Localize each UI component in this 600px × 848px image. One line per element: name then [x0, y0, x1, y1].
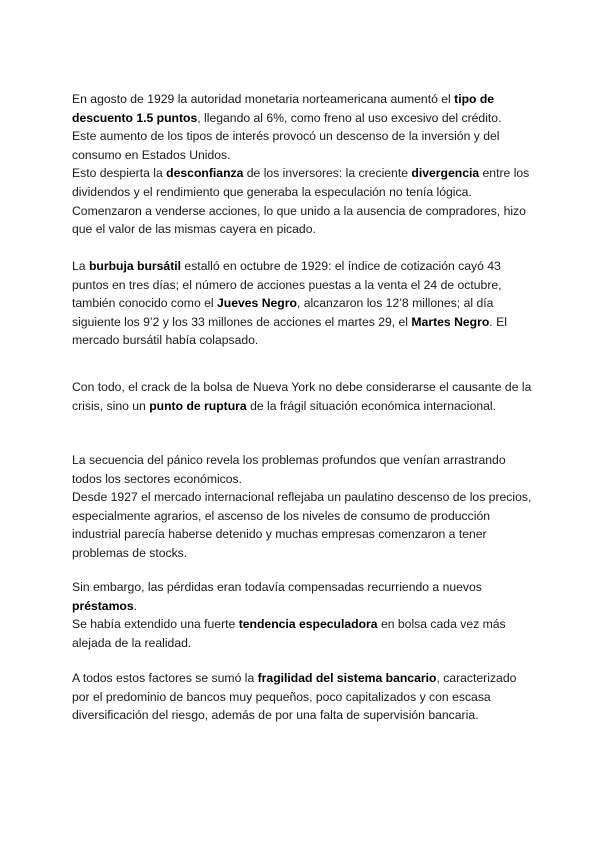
text-run: En agosto de 1929 la autoridad monetaria norteamericana aumentó el [72, 92, 455, 106]
text-run: La [72, 259, 89, 273]
section-sistema-bancario [72, 669, 532, 725]
bold-term: burbuja bursátil [88, 259, 182, 273]
paragraph [72, 451, 532, 488]
bold-term: tipo de descuento 1.5 puntos [72, 92, 495, 125]
paragraph [72, 127, 532, 164]
text-run: , alcanzaron los 12’8 millones; al día siguiente los 9’2 y los 33 millones de acciones el martes 29, el [72, 296, 494, 329]
text-run: . [133, 598, 138, 613]
text-run: , caracterizado por el predominio de bancos muy pequeños, poco capitalizados y con escasa diversificación del riesgo, además de por una falta de supervisión bancaria. [72, 671, 517, 723]
bold-term: Martes Negro [411, 314, 490, 329]
text-run: Este aumento de los tipos de interés provocó un descenso de la inversión y del consumo en Estados Unidos. [72, 129, 500, 162]
paragraph [72, 669, 532, 725]
text-run: . El mercado bursátil había colapsado. [72, 314, 507, 348]
bold-term: fragilidad del sistema bancario [257, 671, 437, 685]
bold-term: desconfianza [166, 166, 244, 181]
bold-term: tendencia especuladora [238, 617, 378, 632]
text-run: Desde 1927 el mercado internacional reflejaba un paulatino descenso de los precios, especialmente agrarios, el ascenso de los niveles de consumo de producción industrial parecía haberse detenido y muchas empresas comenzaron a tener problemas de stocks. [72, 490, 532, 560]
bold-term: préstamos [72, 598, 134, 613]
paragraph [72, 488, 532, 562]
paragraph [72, 164, 532, 238]
paragraph [72, 90, 532, 127]
paragraph [72, 257, 532, 350]
text-run: Sin embargo, las pérdidas eran todavía compensadas recurriendo a nuevos [72, 580, 482, 594]
section-secuencia-panico [72, 451, 532, 563]
section-crack [72, 378, 532, 415]
text-run: La secuencia del pánico revela los problemas profundos que venían arrastrando todos los sectores económicos. [72, 453, 506, 486]
text-run: , llegando al 6%, como freno al uso excesivo del crédito. [197, 110, 502, 125]
bold-term: Jueves Negro [216, 296, 297, 311]
text-run: A todos estos factores se sumó la [72, 671, 258, 685]
bold-term: divergencia [411, 166, 480, 181]
text-run: Se había extendido una fuerte [72, 617, 239, 632]
text-run: de la frágil situación económica internacional. [246, 398, 497, 413]
paragraph [72, 578, 532, 615]
paragraph [72, 615, 532, 652]
text-run: en bolsa cada vez más alejada de la realidad. [72, 617, 506, 650]
text-run: estalló en octubre de 1929: el índice de cotización cayó 43 puntos en tres días; el número de acciones puestas a la venta el 24 de octubre, también conocido como el [72, 259, 502, 311]
section-tipo-descuento [72, 90, 532, 239]
text-run: Esto despierta la [72, 166, 167, 181]
text-run: entre los dividendos y el rendimiento que generaba la especulación no tenía lógica. Comenzaron a venderse acciones, lo que unido a la ausencia de compradores, hizo que el valor de las mismas cayera en picado. [72, 166, 530, 237]
text-run: de los inversores: la creciente [243, 166, 412, 181]
bold-term: punto de ruptura [149, 398, 247, 413]
section-burbuja-bursatil [72, 257, 532, 350]
text-run: Con todo, el crack de la bolsa de Nueva York no debe considerarse el causante de la crisis, sino un [72, 380, 532, 413]
paragraph [72, 378, 532, 415]
section-prestamos [72, 578, 532, 652]
